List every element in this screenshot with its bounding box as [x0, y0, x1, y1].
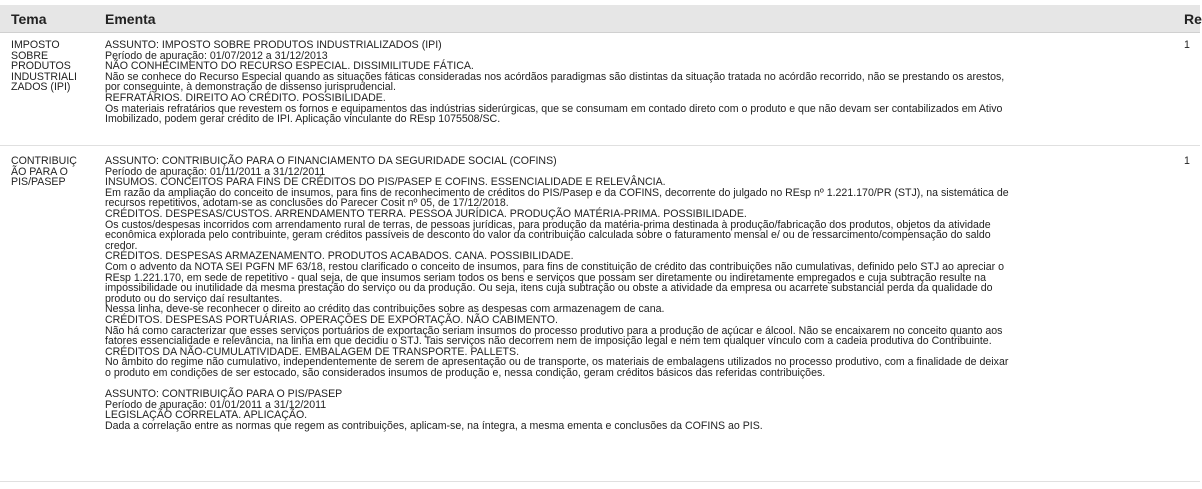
column-header-tema[interactable]: Tema	[11, 11, 47, 27]
row-re: 1	[1184, 155, 1190, 167]
ementa-line: Os materiais refratários que revestem os fornos e equipamentos das indústrias siderúrgicas, que se consumam em contado direto com o produto e que não devam ser contabilizados em Ativo	[105, 102, 1003, 115]
ementa-line: Dada a correlação entre as normas que regem as contribuições, aplicam-se, na íntegra, a mesma ementa e conclusões da COFINS ao PIS.	[105, 419, 763, 432]
ementa-line: ASSUNTO: CONTRIBUIÇÃO PARA O PIS/PASEP	[105, 388, 343, 401]
ementa-line: recursos repetitivos, adotam-se as conclusões do Parecer Cosit nº 05, de 17/12/2018.	[105, 197, 509, 210]
row-re: 1	[1184, 39, 1190, 51]
row-ementa	[105, 156, 1177, 431]
ementa-line: Nessa linha, deve-se reconhecer o direito ao crédito das contribuições sobre as despesas com armazenagem de cana.	[105, 303, 665, 316]
ementa-line: o produto em condições de ser estocado, são considerados insumos de produção e, nessa condição, geram créditos básicos das referidas contribuições.	[105, 366, 826, 379]
ementa-line: CRÉDITOS. DESPESAS PORTUÁRIAS. OPERAÇÕES DE EXPORTAÇÃO. NÃO CABIMENTO.	[105, 313, 558, 326]
row-tema: IMPOSTO SOBRE PRODUTOS INDUSTRIALI ZADOS (IPI)	[11, 39, 77, 94]
ementa-line: ASSUNTO: CONTRIBUIÇÃO PARA O FINANCIAMENTO DA SEGURIDADE SOCIAL (COFINS)	[105, 155, 557, 167]
ementa-line: Período de apuração: 01/01/2011 a 31/12/2011	[105, 398, 327, 411]
row-tema: CONTRIBUIÇ ÃO PARA O PIS/PASEP	[11, 155, 77, 189]
ementa-line: Imobilizado, podem gerar crédito de IPI. Aplicação vinculante do REsp 1075508/SC.	[105, 113, 501, 126]
ementa-line: No âmbito do regime não cumulativo, independentemente de serem de apresentação ou de transporte, os materiais de embalagens utilizados no processo produtivo, com a finalidade de deixar	[105, 356, 1009, 369]
ementa-line: econômica explorada pelo contribuinte, geram créditos passíveis de desconto do valor da contribuição calculada sobre o faturamento mensal e/ ou de ressarcimento/compensação do saldo	[105, 229, 991, 242]
ementa-line: NÃO CONHECIMENTO DO RECURSO ESPECIAL. DISSIMILITUDE FÁTICA.	[105, 60, 474, 73]
table-row	[0, 148, 1200, 480]
column-header-re[interactable]: Re	[1184, 11, 1202, 27]
ementa-line: INSUMOS. CONCEITOS PARA FINS DE CRÉDITOS DO PIS/PASEP E COFINS. ESSENCIALIDADE E RELEVÂNCIA.	[105, 176, 666, 189]
ementa-line: Com o advento da NOTA SEI PGFN MF 63/18, restou clarificado o conceito de insumos, para fins de constituição de crédito das contribuições não cumulativas, definido pelo STJ ao apreciar o	[105, 260, 1004, 273]
ementa-line: impossibilidade ou inutilidade da mesma prestação do serviço ou da produção. Ou seja, itens cuja subtração ou obste a atividade da empresa ou acarrete substancial perda da qualidade do	[105, 282, 993, 295]
ementa-line: CRÉDITOS DA NÃO-CUMULATIVIDADE. EMBALAGEM DE TRANSPORTE. PALLETS.	[105, 345, 520, 358]
ementa-line: REsp 1.221.170, em sede de repetitivo - qual seja, de que insumos seriam todos os bens e serviços que possam ser diretamente ou indiretamente empregados e cuja subtração resulte na	[105, 271, 986, 284]
row-ementa	[105, 40, 1177, 125]
ementa-line: LEGISLAÇÃO CORRELATA. APLICAÇÃO.	[105, 409, 308, 422]
ementa-line: por conseguinte, à demonstração de dissenso jurisprudencial.	[105, 81, 396, 94]
ementa-line: Em razão da ampliação do conceito de insumos, para fins de reconhecimento de créditos do PIS/Pasep e da COFINS, decorrente do julgado no REsp nº 1.221.170/PR (STJ), na sistemática de	[105, 186, 1009, 199]
column-header-ementa[interactable]: Ementa	[105, 11, 156, 27]
ementa-line: Não se conhece do Recurso Especial quando as situações fáticas consideradas nos acórdãos paradigmas são distintas da situação tratada no acórdão recorrido, não se prestando os arestos,	[105, 70, 1005, 83]
table-header	[0, 5, 1200, 33]
ementa-line: fatores essencialidade e relevância, na linha em que decidiu o STJ. Tais serviços não decorrem nem de imposição legal e nem tem qualquer vínculo com a cadeia produtiva do Contribuinte.	[105, 335, 992, 348]
ementa-line: Período de apuração: 01/11/2011 a 31/12/2011	[105, 165, 326, 178]
ementa-line: CRÉDITOS. DESPESAS/CUSTOS. ARRENDAMENTO TERRA. PESSOA JURÍDICA. PRODUÇÃO MATÉRIA-PRIMA. POSSIBILIDADE.	[105, 207, 747, 220]
ementa-line: REFRATÁRIOS. DIREITO AO CRÉDITO. POSSIBILIDADE.	[105, 91, 386, 104]
ementa-line: Não há como caracterizar que esses serviços portuários de exportação seriam insumos do processo produtivo para a produção de açúcar e álcool. Não se encaixarem no conceito quanto aos	[105, 324, 1003, 337]
ementa-line: produto ou do serviço daí resultantes.	[105, 292, 283, 305]
row-divider	[0, 481, 1200, 482]
table-row	[0, 32, 1200, 144]
ementa-line: credor.	[105, 239, 138, 252]
ementa-line: CRÉDITOS. DESPESAS ARMAZENAMENTO. PRODUTOS ACABADOS. CANA. POSSIBILIDADE.	[105, 250, 574, 263]
row-divider	[0, 145, 1200, 146]
ementa-line: Os custos/despesas incorridos com arrendamento rural de terras, de pessoas jurídicas, para produção da matéria-prima destinada à produção/fabricação dos produtos, objetos da atividade	[105, 218, 991, 231]
ementa-line: ASSUNTO: IMPOSTO SOBRE PRODUTOS INDUSTRIALIZADOS (IPI)	[105, 39, 442, 51]
ementa-line: Período de apuração: 01/07/2012 a 31/12/2013	[105, 49, 328, 62]
